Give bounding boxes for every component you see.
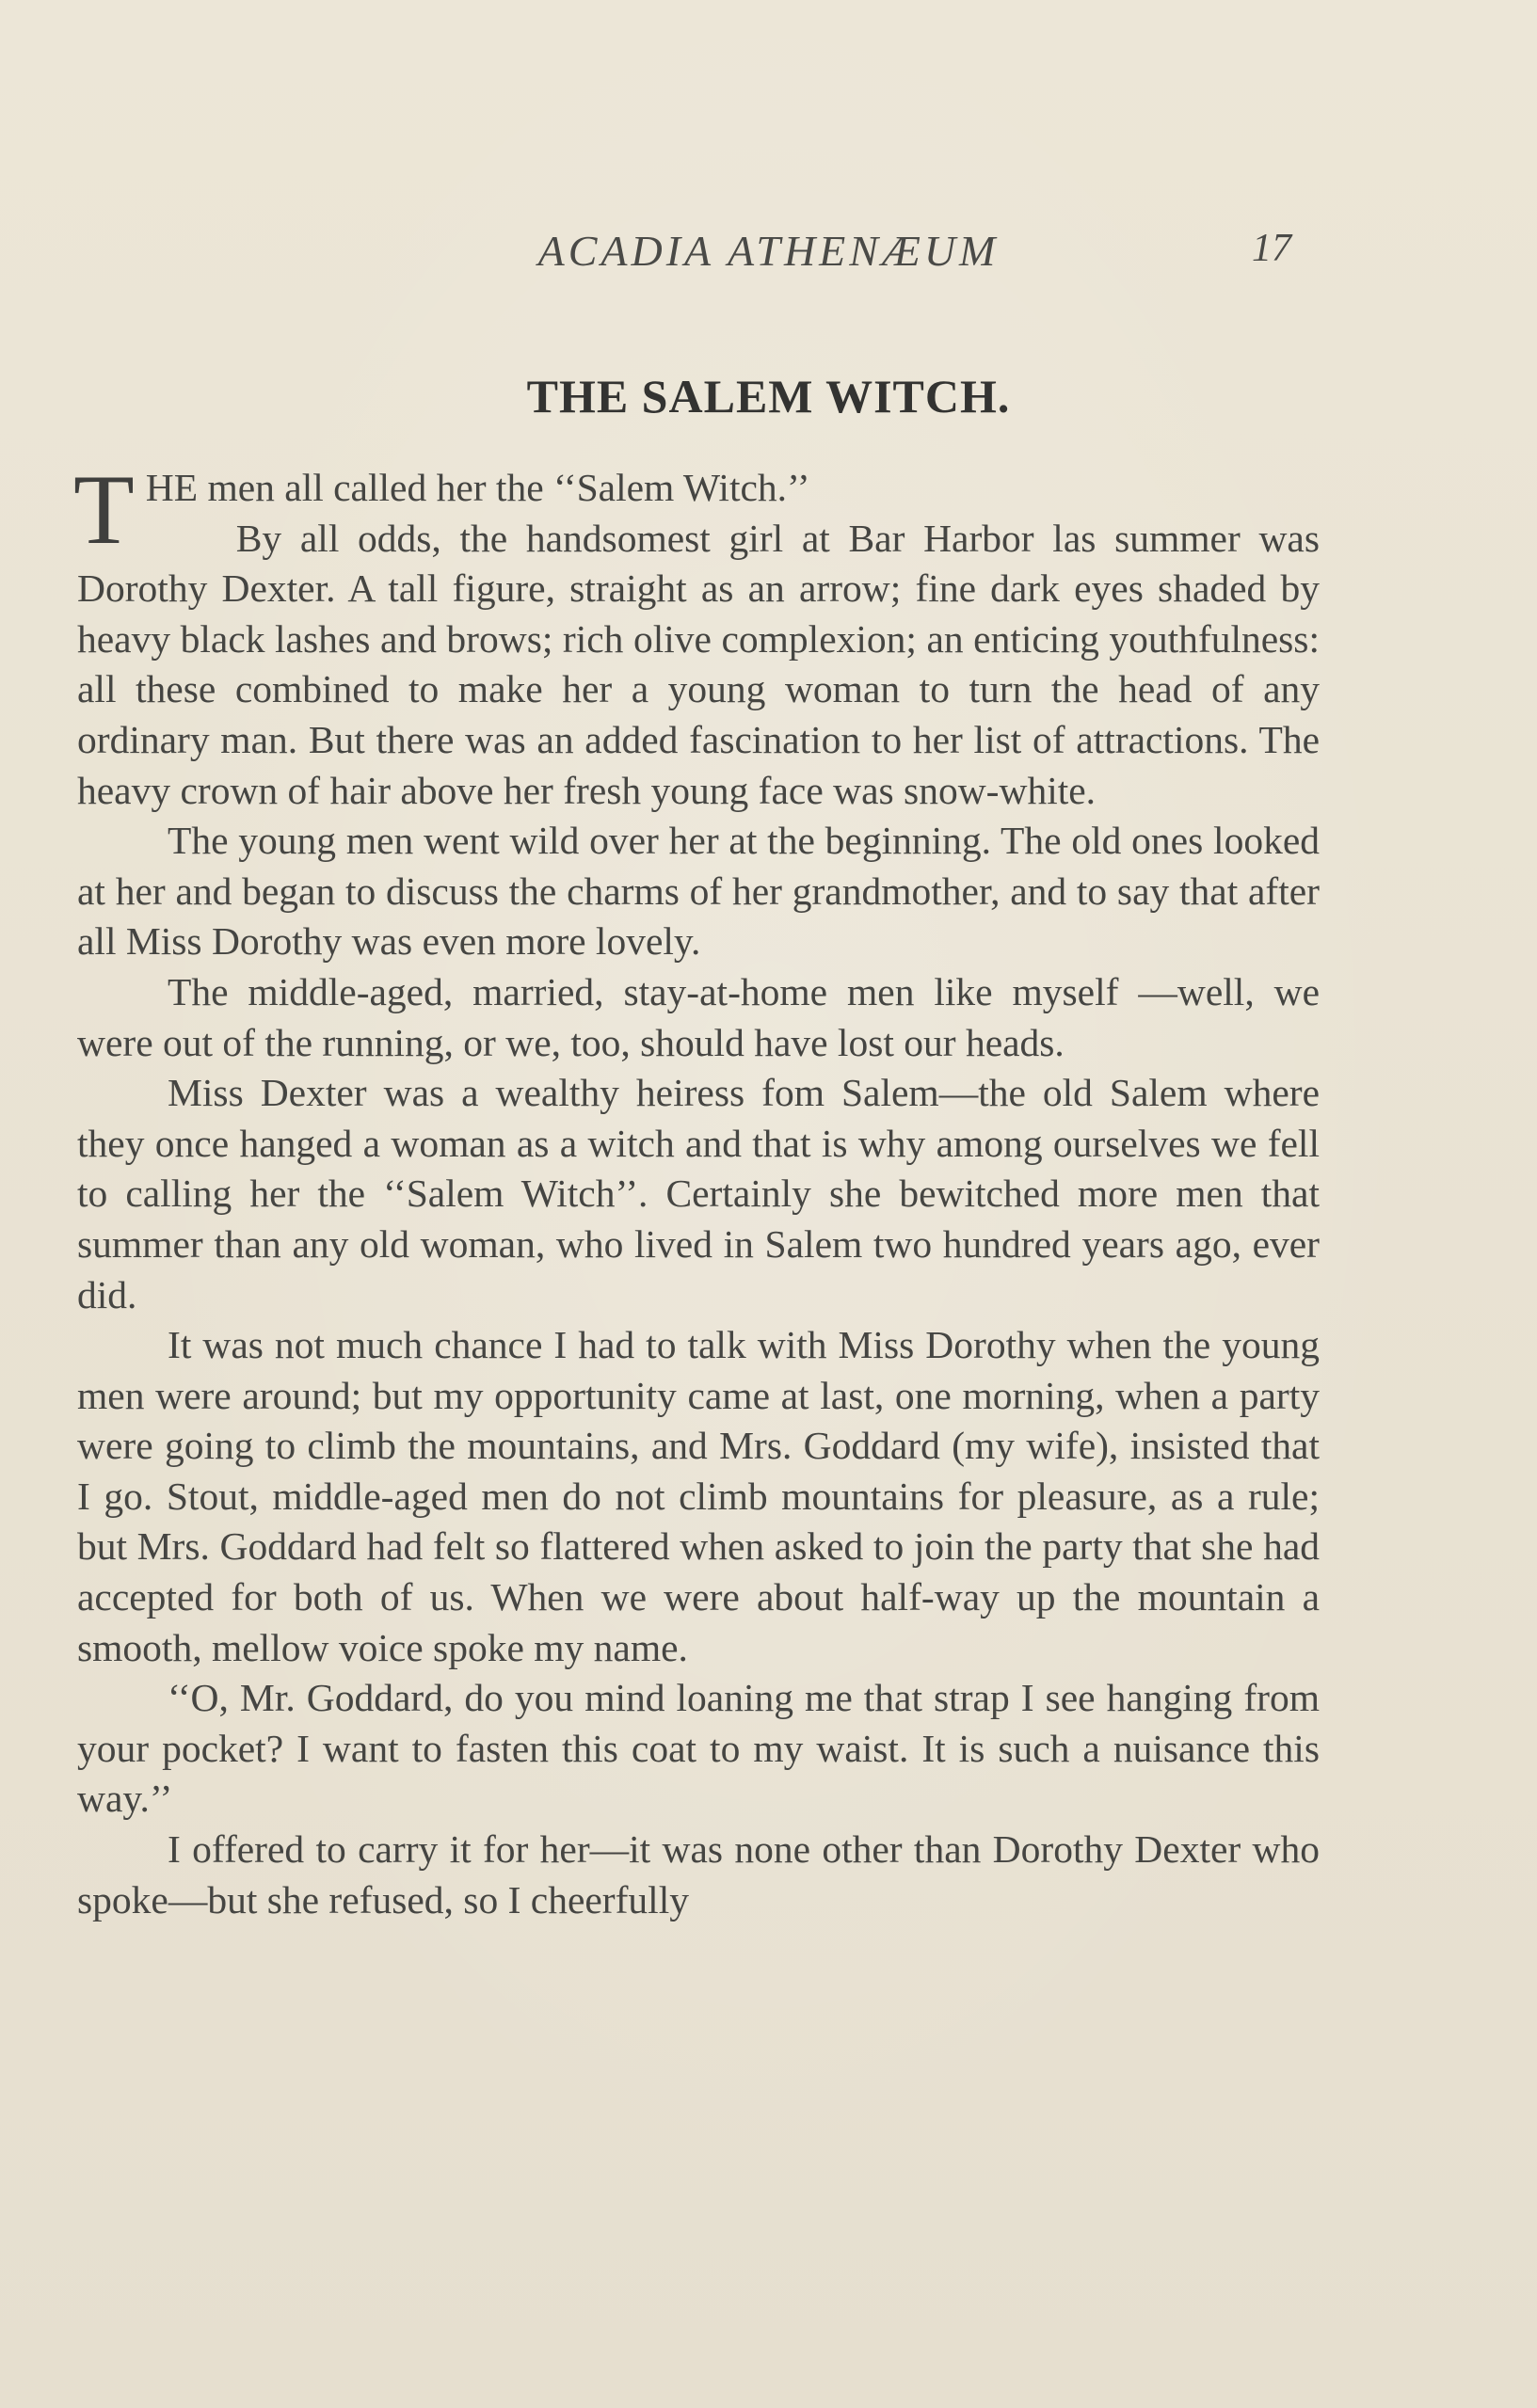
paragraph-4: The middle-aged, married, stay-at-home men like myself —well, we were out of the running, or we, too, should have lost our heads. <box>77 969 1320 1064</box>
paragraph-3: The young men went wild over her at the beginning. The old ones looked at her and began to discuss the charms of her grandmother, and to say that after all Miss Dorothy was even more lovely. <box>77 819 1320 964</box>
paragraph-6: It was not much chance I had to talk with Miss Dorothy when the young men were around; but my opportunity came at last, one morning, when a party were going to climb the mountains, and Mrs. Goddard (my wife), insisted that I go. Stout, middle-aged men do not climb mountains for pleasure, as a rule; but Mrs. Goddard had felt so flattered when asked to join the party that she had accepted for both of us. When we were about half-way up the mountain a smooth, mellow voice spoke my name. <box>77 1323 1320 1669</box>
page-number: 17 <box>1252 227 1291 270</box>
paragraph-2: By all odds, the handsomest girl at Bar Harbor las summer was Dorothy Dexter. A tall figure, straight as an arrow; fine dark eyes shaded by heavy black lashes and brows; rich olive complexion; an enticing youthfulness: all these combined to make her a young woman to turn the head of any ordinary man. But there was an added fascination to her list of attractions. The heavy crown of hair above her fresh young face was snow-white. <box>77 516 1320 812</box>
journal-title: ACADIA ATHENÆUM <box>537 227 1000 275</box>
paragraph-5: Miss Dexter was a wealthy heiress fom Salem—the old Salem where they once hanged a woman as a witch and that is why among ourselves we fell to calling her the ‘‘Salem Witch’’. Certainly she bewitched more men that summer than any old woman, who lived in Salem two hundred years ago, ever did. <box>77 1071 1320 1316</box>
article-title: THE SALEM WITCH. <box>526 370 1011 423</box>
running-head <box>0 226 1537 282</box>
paragraph-8: I offered to carry it for her—it was none other than Dorothy Dexter who spoke—but she refused, so I cheerfully <box>77 1827 1320 1922</box>
paragraph-7: ‘‘O, Mr. Goddard, do you mind loaning me that strap I see hanging from your pocket? I want to fasten this coat to my waist. It is such a nuisance this way.’’ <box>77 1676 1320 1821</box>
article-body <box>73 454 1320 1925</box>
paragraph-1 <box>73 454 1320 565</box>
drop-cap: T <box>73 454 135 565</box>
paragraph-1-text: HE men all called her the ‘‘Salem Witch.’’ <box>145 466 810 509</box>
